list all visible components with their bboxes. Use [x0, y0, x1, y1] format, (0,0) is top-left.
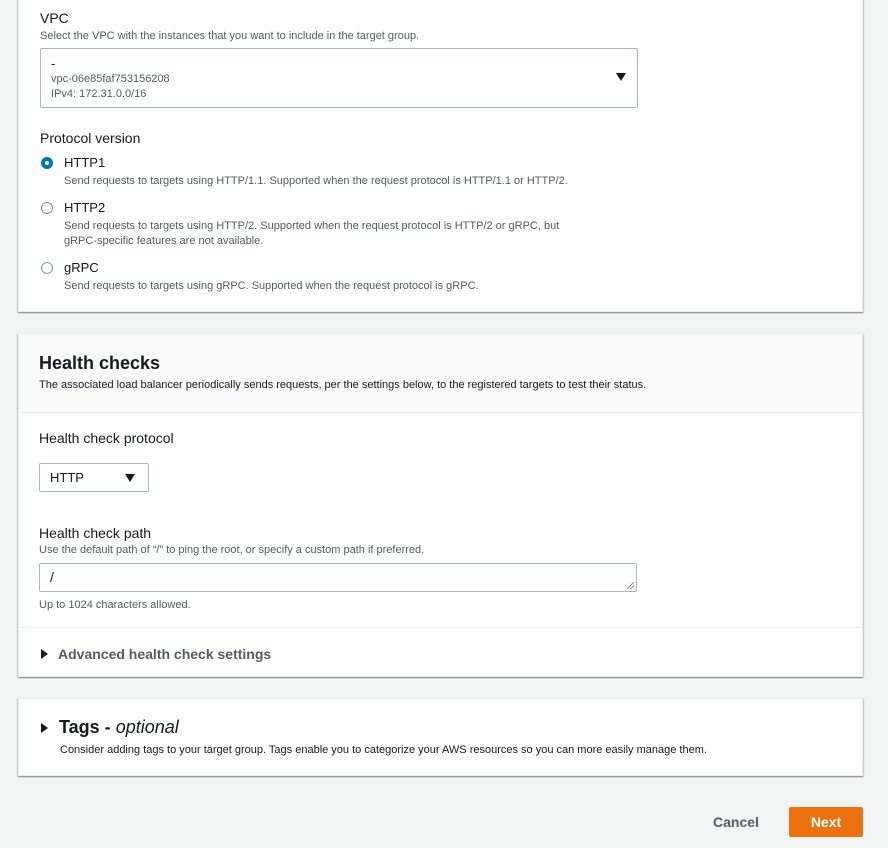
tags-description: Consider adding tags to your target group. Tags enable you to categorize your AWS resources so you can more easily manage them.: [60, 744, 707, 756]
vpc-description: Select the VPC with the instances that you want to include in the target group.: [40, 30, 420, 42]
vpc-select-cidr: IPv4: 172.31.0.0/16: [51, 88, 147, 100]
cancel-button[interactable]: Cancel: [713, 814, 759, 830]
tags-optional: optional: [115, 717, 179, 737]
chevron-down-icon: [125, 474, 135, 482]
health-check-path-description: Use the default path of “/” to ping the root, or specify a custom path if preferred.: [39, 544, 425, 556]
health-check-path-input[interactable]: [39, 563, 637, 592]
caret-right-icon: [41, 723, 48, 733]
health-check-protocol-value: HTTP: [50, 470, 84, 485]
radio-grpc-label[interactable]: gRPC: [64, 260, 99, 275]
caret-right-icon: [41, 649, 48, 659]
advanced-health-check-toggle[interactable]: [39, 646, 299, 664]
tags-title: [59, 717, 179, 738]
vpc-select[interactable]: [40, 48, 638, 108]
radio-http1[interactable]: [41, 157, 53, 169]
health-check-protocol-label: Health check protocol: [39, 430, 174, 446]
protocol-version-label: Protocol version: [40, 130, 141, 146]
radio-http2[interactable]: [41, 202, 53, 214]
health-check-protocol-select[interactable]: [39, 463, 149, 492]
tags-title-text: Tags -: [59, 717, 111, 737]
vpc-label: VPC: [40, 10, 69, 26]
health-checks-panel: [18, 333, 863, 677]
radio-http2-description-line2: gRPC-specific features are not available.: [64, 235, 264, 247]
health-checks-description: The associated load balancer periodically sends requests, per the settings below, to the registered targets to test their status.: [39, 379, 647, 391]
radio-http1-description: Send requests to targets using HTTP/1.1. Supported when the request protocol is HTTP/1.1 or HTTP/2.: [64, 175, 568, 187]
health-checks-title: Health checks: [39, 353, 161, 373]
resize-handle-icon[interactable]: [627, 582, 634, 589]
health-check-path-value: /: [50, 569, 54, 585]
divider: [19, 627, 862, 628]
radio-http2-label[interactable]: HTTP2: [64, 200, 106, 215]
radio-http1-label[interactable]: HTTP1: [64, 155, 106, 170]
divider: [19, 412, 862, 413]
target-group-settings-panel: [18, 0, 863, 312]
vpc-select-name: -: [51, 56, 56, 71]
vpc-select-id: vpc-06e85faf753156208: [51, 73, 170, 85]
tags-toggle[interactable]: [39, 717, 239, 739]
advanced-health-check-label: Advanced health check settings: [58, 646, 272, 662]
health-check-path-hint: Up to 1024 characters allowed.: [39, 599, 191, 611]
health-checks-header: [19, 334, 862, 412]
radio-grpc-description: Send requests to targets using gRPC. Supported when the request protocol is gRPC.: [64, 280, 479, 292]
next-button[interactable]: Next: [789, 807, 863, 837]
radio-grpc[interactable]: [41, 262, 53, 274]
health-check-path-label: Health check path: [39, 525, 152, 541]
tags-panel: [18, 698, 863, 776]
radio-http2-description: Send requests to targets using HTTP/2. Supported when the request protocol is HTTP/2 or gRPC, but: [64, 220, 560, 232]
chevron-down-icon: [616, 73, 626, 81]
